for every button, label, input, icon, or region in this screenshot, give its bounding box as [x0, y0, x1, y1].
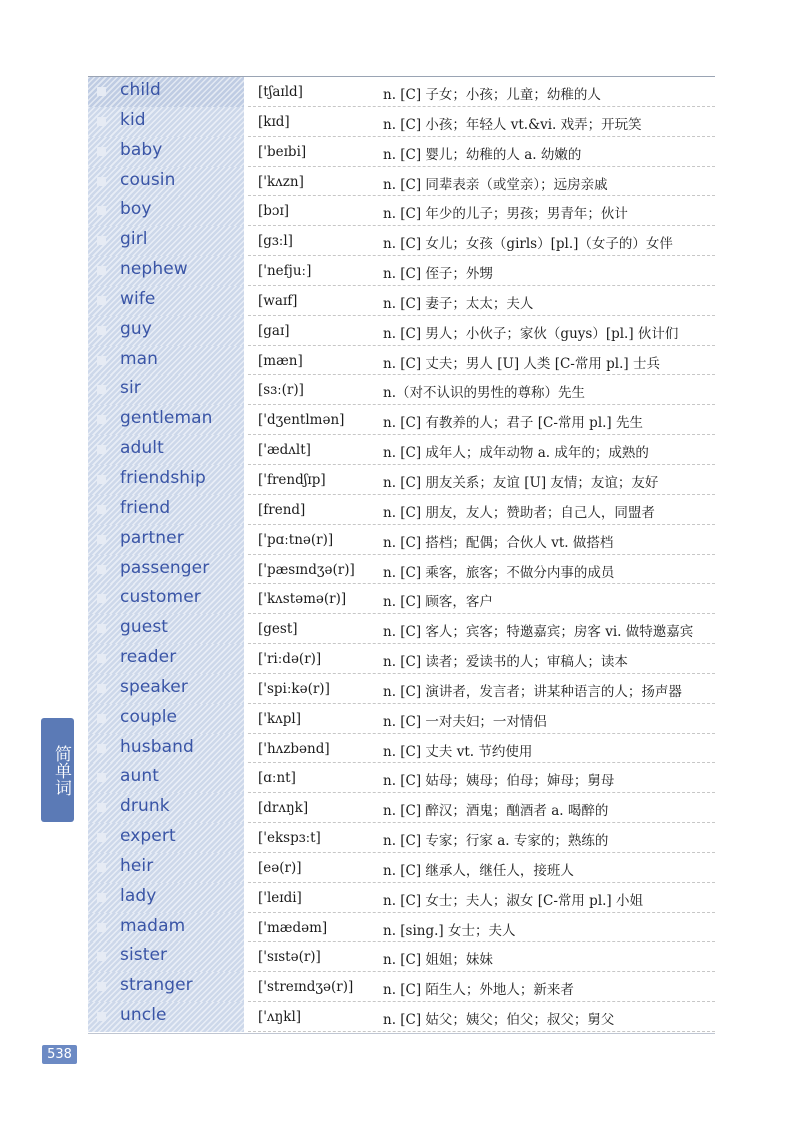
table-row — [88, 286, 715, 316]
phonetic: ['kʌpl] — [258, 710, 302, 727]
vocab-word: cousin — [120, 169, 176, 190]
table-row — [88, 555, 715, 585]
definition: n. [C] 读者；爱读书的人；审稿人；读本 — [383, 654, 628, 671]
phonetic: ['leɪdi] — [258, 889, 302, 906]
word-cell — [88, 674, 246, 704]
table-row — [88, 972, 715, 1002]
table-row — [88, 644, 715, 674]
checkbox-square-icon — [97, 266, 106, 275]
word-cell — [88, 435, 246, 465]
vocabulary-table — [88, 77, 715, 1032]
phonetic: ['mædəm] — [258, 919, 328, 936]
phonetic: ['riːdə(r)] — [258, 651, 322, 668]
checkbox-square-icon — [97, 773, 106, 782]
definition: n. [C] 继承人，继任人，接班人 — [383, 862, 574, 879]
word-cell — [88, 734, 246, 764]
vocab-word: expert — [120, 826, 176, 847]
checkbox-square-icon — [97, 893, 106, 902]
vocab-word: passenger — [120, 557, 210, 578]
definition: n. [C] 同辈表亲（或堂亲）；远房亲戚 — [383, 176, 608, 193]
vocab-word: gentleman — [120, 408, 213, 429]
definition: n. [C] 丈夫 vt. 节约使用 — [383, 743, 533, 760]
word-cell — [88, 972, 246, 1002]
phonetic: [waɪf] — [258, 292, 298, 309]
table-row — [88, 734, 715, 764]
word-cell — [88, 525, 246, 555]
vocab-word: wife — [120, 288, 156, 309]
table-row — [88, 793, 715, 823]
definition: n. [C] 婴儿；幼稚的人 a. 幼嫩的 — [383, 146, 582, 163]
checkbox-square-icon — [97, 326, 106, 335]
definition: n. [C] 姑母；姨母；伯母；婶母；舅母 — [383, 773, 615, 790]
phonetic: [sɜː(r)] — [258, 382, 304, 399]
phonetic: [frend] — [258, 501, 306, 518]
word-cell — [88, 584, 246, 614]
definition: n. [C] 女儿；女孩（girls）[pl.]（女子的）女伴 — [383, 236, 673, 253]
checkbox-square-icon — [97, 147, 106, 156]
phonetic: [tʃaɪld] — [258, 84, 303, 100]
vocab-word: man — [120, 348, 159, 369]
checkbox-square-icon — [97, 833, 106, 842]
definition: n. [C] 男人；小伙子；家伙（guys）[pl.] 伙计们 — [383, 325, 679, 342]
vocab-word: drunk — [120, 796, 170, 817]
phonetic: [bɔɪ] — [258, 203, 290, 220]
phonetic: ['frendʃɪp] — [258, 471, 326, 488]
checkbox-square-icon — [97, 982, 106, 991]
table-row — [88, 316, 715, 346]
phonetic: [eə(r)] — [258, 859, 302, 876]
definition: n. [C] 年少的儿子；男孩；男青年；伙计 — [383, 206, 628, 223]
phonetic: ['sɪstə(r)] — [258, 949, 321, 966]
vocab-word: customer — [120, 587, 201, 608]
phonetic: [gest] — [258, 621, 298, 638]
vocab-word: friendship — [120, 467, 206, 488]
vocab-word: madam — [120, 915, 186, 936]
vocab-word: adult — [120, 438, 164, 459]
word-cell — [88, 942, 246, 972]
table-row — [88, 942, 715, 972]
table-row — [88, 465, 715, 495]
word-cell — [88, 346, 246, 376]
vocab-word: husband — [120, 736, 194, 757]
phonetic: ['nefjuː] — [258, 263, 312, 280]
vocab-word: aunt — [120, 766, 160, 787]
checkbox-square-icon — [97, 445, 106, 454]
definition: n. [C] 朋友，友人；赞助者；自己人，同盟者 — [383, 504, 655, 521]
checkbox-square-icon — [97, 744, 106, 753]
word-cell — [88, 614, 246, 644]
checkbox-square-icon — [97, 803, 106, 812]
phonetic: ['kʌzn] — [258, 173, 304, 190]
phonetic: [kɪd] — [258, 113, 290, 130]
vocab-word: kid — [120, 109, 146, 130]
table-row — [88, 226, 715, 256]
vocab-word: stranger — [120, 975, 193, 996]
vocab-word: guy — [120, 318, 152, 339]
vocab-word: speaker — [120, 676, 188, 697]
definition: n. [C] 丈夫；男人 [U] 人类 [C-常用 pl.] 士兵 — [383, 355, 660, 372]
phonetic: ['pæsɪndʒə(r)] — [258, 561, 355, 578]
vocab-word: couple — [120, 706, 178, 727]
vocab-word: sir — [120, 378, 141, 399]
word-cell — [88, 823, 246, 853]
word-cell — [88, 853, 246, 883]
vocab-word: heir — [120, 855, 154, 876]
word-cell — [88, 763, 246, 793]
vocab-word: sister — [120, 945, 168, 966]
phonetic: ['ʌŋkl] — [258, 1009, 302, 1026]
definition: n.（对不认识的男性的尊称）先生 — [383, 385, 585, 402]
word-cell — [88, 286, 246, 316]
checkbox-square-icon — [97, 356, 106, 365]
phonetic: ['kʌstəmə(r)] — [258, 591, 347, 608]
vocab-word: friend — [120, 497, 171, 518]
checkbox-square-icon — [97, 177, 106, 186]
bottom-rule — [88, 1033, 715, 1034]
word-cell — [88, 196, 246, 226]
word-cell — [88, 167, 246, 197]
definition: n. [C] 侄子；外甥 — [383, 266, 493, 283]
table-row — [88, 77, 715, 107]
word-cell — [88, 107, 246, 137]
definition: n. [C] 妻子；太太；夫人 — [383, 295, 534, 312]
phonetic: [gaɪ] — [258, 322, 290, 339]
phonetic: [mæn] — [258, 352, 303, 369]
word-cell — [88, 913, 246, 943]
phonetic: [drʌŋk] — [258, 800, 309, 817]
vocab-word: uncle — [120, 1005, 167, 1026]
checkbox-square-icon — [97, 923, 106, 932]
definition: n. [C] 女士；夫人；淑女 [C-常用 pl.] 小姐 — [383, 892, 643, 909]
table-row — [88, 674, 715, 704]
vocab-word: partner — [120, 527, 184, 548]
checkbox-square-icon — [97, 624, 106, 633]
page-number: 538 — [42, 1045, 77, 1064]
table-row — [88, 107, 715, 137]
checkbox-square-icon — [97, 565, 106, 574]
definition: n. [C] 小孩；年轻人 vt.&vi. 戏弄；开玩笑 — [383, 116, 642, 133]
word-cell — [88, 793, 246, 823]
phonetic: [gɜːl] — [258, 233, 293, 250]
table-row — [88, 137, 715, 167]
definition: n. [C] 一对夫妇；一对情侣 — [383, 713, 547, 730]
checkbox-square-icon — [97, 206, 106, 215]
definition: n. [C] 姑父；姨父；伯父；叔父；舅父 — [383, 1012, 615, 1029]
table-row — [88, 763, 715, 793]
definition: n. [C] 成年人；成年动物 a. 成年的；成熟的 — [383, 445, 649, 462]
word-cell — [88, 704, 246, 734]
phonetic: ['hʌzbənd] — [258, 740, 330, 757]
checkbox-square-icon — [97, 594, 106, 603]
word-cell — [88, 495, 246, 525]
definition: n. [C] 顾客，客户 — [383, 594, 493, 611]
phonetic: ['beɪbi] — [258, 143, 307, 160]
definition: n. [C] 专家；行家 a. 专家的；熟练的 — [383, 833, 609, 850]
table-row — [88, 584, 715, 614]
phonetic: ['ekspɜːt] — [258, 830, 321, 847]
vocab-word: guest — [120, 617, 169, 638]
vocab-word: reader — [120, 647, 177, 668]
word-cell — [88, 405, 246, 435]
table-row — [88, 346, 715, 376]
checkbox-square-icon — [97, 505, 106, 514]
word-cell — [88, 1002, 246, 1032]
checkbox-square-icon — [97, 952, 106, 961]
table-row — [88, 196, 715, 226]
checkbox-square-icon — [97, 1012, 106, 1021]
definition: n. [C] 有教养的人；君子 [C-常用 pl.] 先生 — [383, 415, 643, 432]
word-cell — [88, 77, 246, 107]
table-row — [88, 853, 715, 883]
definition: n. [C] 乘客，旅客；不做分内事的成员 — [383, 564, 615, 581]
checkbox-square-icon — [97, 535, 106, 544]
word-cell — [88, 465, 246, 495]
phonetic: [ɑːnt] — [258, 770, 296, 787]
table-row — [88, 405, 715, 435]
checkbox-square-icon — [97, 475, 106, 484]
word-cell — [88, 644, 246, 674]
table-row — [88, 495, 715, 525]
table-row — [88, 435, 715, 465]
vocab-word: baby — [120, 139, 163, 160]
section-side-tab — [41, 718, 74, 822]
checkbox-square-icon — [97, 236, 106, 245]
table-row — [88, 704, 715, 734]
table-row — [88, 256, 715, 286]
checkbox-square-icon — [97, 385, 106, 394]
table-row — [88, 913, 715, 943]
phonetic: ['spiːkə(r)] — [258, 680, 330, 697]
definition: n. [C] 搭档；配偶；合伙人 vt. 做搭档 — [383, 534, 614, 551]
checkbox-square-icon — [97, 863, 106, 872]
checkbox-square-icon — [97, 117, 106, 126]
table-row — [88, 1002, 715, 1032]
definition: n. [C] 子女；小孩；儿童；幼稚的人 — [383, 87, 601, 103]
vocab-word: lady — [120, 885, 157, 906]
table-row — [88, 614, 715, 644]
table-row — [88, 883, 715, 913]
vocab-word: girl — [120, 229, 148, 250]
definition: n. [C] 醉汉；酒鬼；酗酒者 a. 喝醉的 — [383, 803, 609, 820]
side-tab-label: 简单词 — [51, 744, 71, 796]
definition: n. [C] 姐姐；妹妹 — [383, 952, 493, 969]
vocab-word: nephew — [120, 259, 188, 280]
checkbox-square-icon — [97, 415, 106, 424]
word-cell — [88, 256, 246, 286]
phonetic: ['ædʌlt] — [258, 442, 311, 459]
definition: n. [C] 演讲者，发言者；讲某种语言的人；扬声器 — [383, 683, 682, 700]
definition: n. [C] 陌生人；外地人；新来者 — [383, 982, 574, 999]
table-row — [88, 823, 715, 853]
phonetic: ['pɑːtnə(r)] — [258, 531, 334, 548]
row-separator — [248, 1031, 715, 1032]
word-cell — [88, 137, 246, 167]
checkbox-square-icon — [97, 87, 106, 96]
checkbox-square-icon — [97, 654, 106, 663]
definition: n. [C] 客人；宾客；特邀嘉宾；房客 vi. 做特邀嘉宾 — [383, 624, 694, 641]
definition: n. [C] 朋友关系；友谊 [U] 友情；友谊；友好 — [383, 474, 659, 491]
vocab-word: child — [120, 80, 161, 100]
word-cell — [88, 226, 246, 256]
phonetic: ['streɪndʒə(r)] — [258, 979, 354, 996]
word-cell — [88, 375, 246, 405]
phonetic: ['dʒentlmən] — [258, 412, 345, 429]
word-cell — [88, 555, 246, 585]
checkbox-square-icon — [97, 684, 106, 693]
checkbox-square-icon — [97, 714, 106, 723]
definition: n. [sing.] 女士；夫人 — [383, 922, 516, 939]
table-row — [88, 167, 715, 197]
word-cell — [88, 316, 246, 346]
checkbox-square-icon — [97, 296, 106, 305]
table-row — [88, 525, 715, 555]
vocab-word: boy — [120, 199, 152, 220]
table-row — [88, 375, 715, 405]
word-cell — [88, 883, 246, 913]
